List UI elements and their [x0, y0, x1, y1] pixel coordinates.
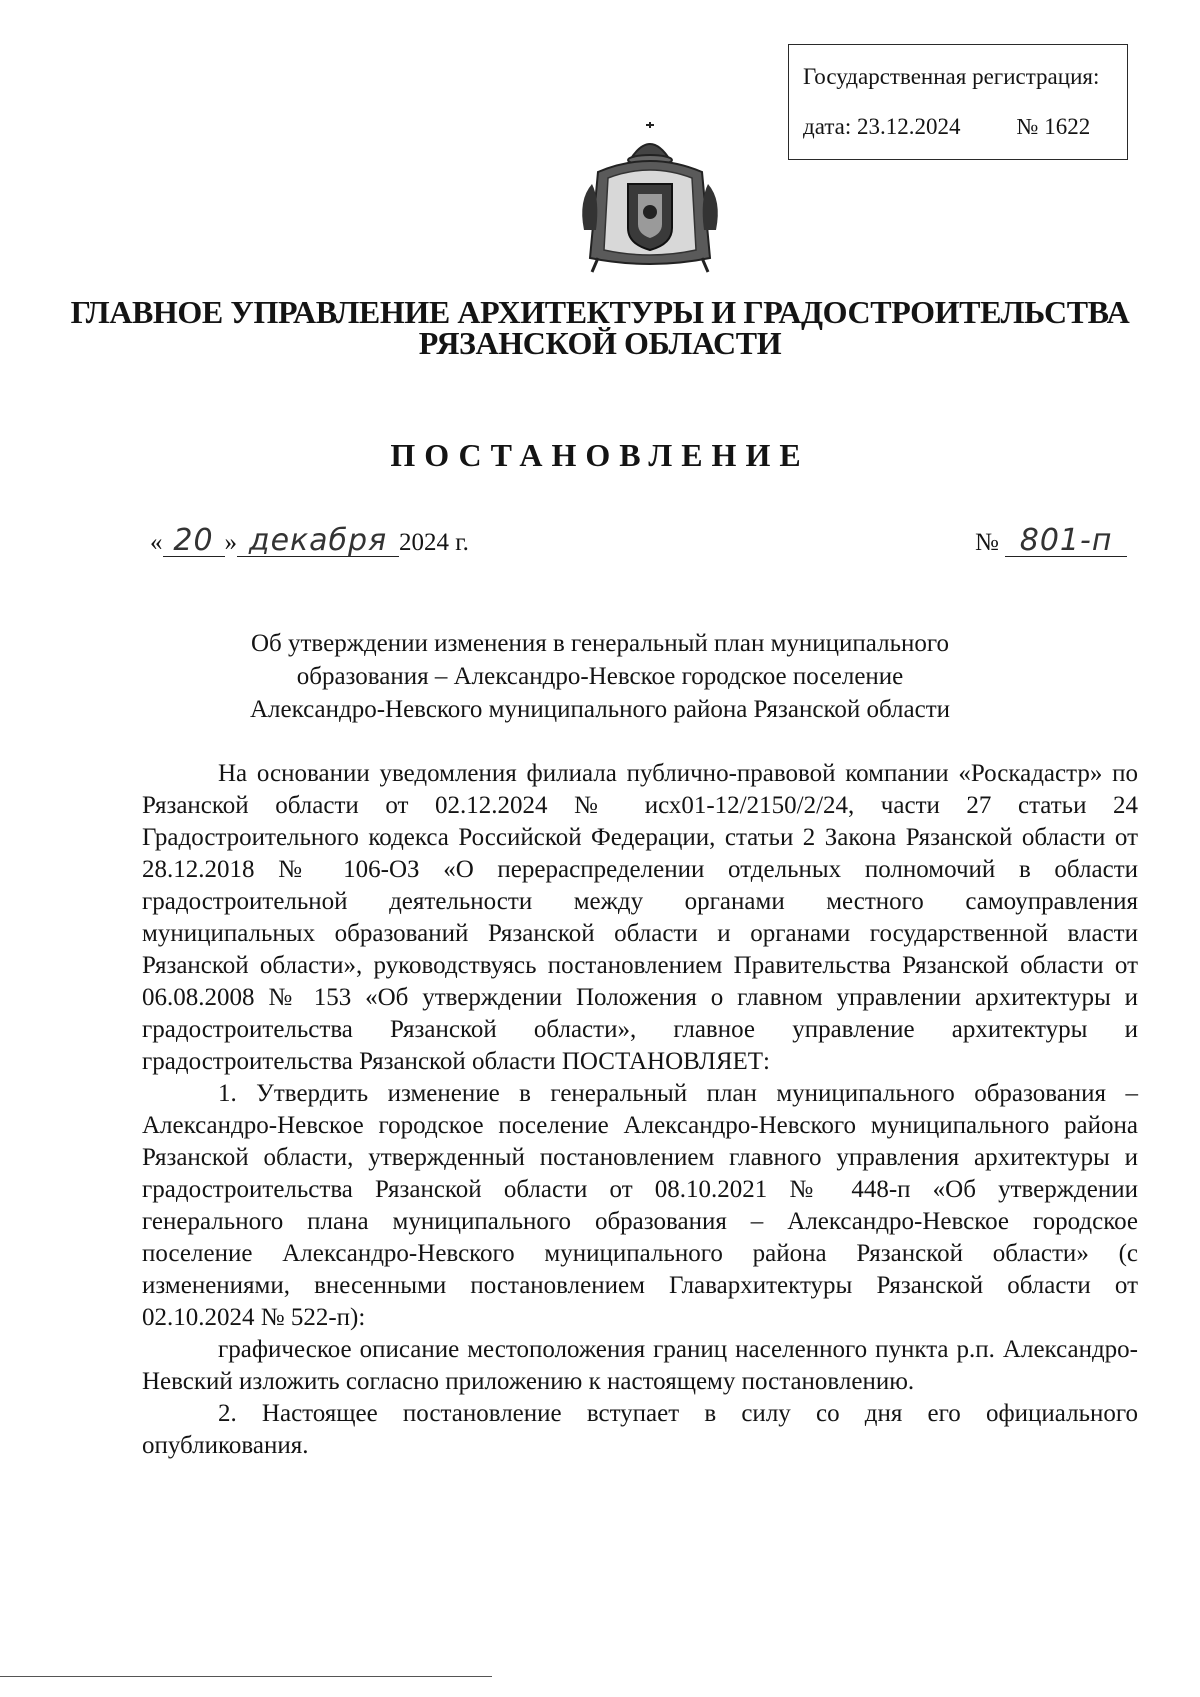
document-number-label: №: [975, 529, 999, 556]
document-number: [975, 523, 1127, 558]
document-number-handwritten: 801-п: [1005, 526, 1127, 557]
date-open-quote: «: [150, 529, 163, 556]
registration-stamp: [788, 44, 1128, 160]
page-bottom-rule: [0, 1676, 492, 1677]
organization-name-line1: ГЛАВНОЕ УПРАВЛЕНИЕ АРХИТЕКТУРЫ И ГРАДОСТРОИТЕЛЬСТВА: [70, 294, 1130, 330]
coat-of-arms-icon: [578, 120, 722, 278]
item-1-paragraph: 1. Утвердить изменение в генеральный план муниципального образования – Александро-Невское городское поселение Александро-Невского муниципального района Рязанской области, утвержденный постановлением главного управления архитектуры и градостроительства Рязанской области от 08.10.2021 № 448-п «Об утверждении генерального плана муниципального образования – Александро-Невское городское поселение Александро-Невского муниципального района Рязанской области» (с изменениями, внесенными постановлением Главархитектуры Рязанской области от 02.10.2024 № 522-п):: [142, 1080, 1138, 1331]
organization-name-line2: РЯЗАНСКОЙ ОБЛАСТИ: [418, 325, 782, 361]
date-day-handwritten: 20: [163, 526, 225, 557]
document-body: [142, 758, 1138, 1462]
subject-line-1: Об утверждении изменения в генеральный план муниципального: [250, 630, 950, 657]
date-month-handwritten: декабря: [237, 526, 399, 557]
item-1-detail-paragraph: графическое описание местоположения границ населенного пункта р.п. Александро-Невский изложить согласно приложению к настоящему постановлению.: [142, 1336, 1138, 1395]
date-year: 2024 г.: [399, 529, 469, 556]
date-close-quote: »: [224, 529, 237, 556]
document-subject: [200, 627, 1000, 726]
registration-number: № 1622: [1016, 113, 1091, 139]
item-2-paragraph: 2. Настоящее постановление вступает в силу со дня его официального опубликования.: [142, 1400, 1138, 1459]
registration-date: дата: 23.12.2024: [803, 113, 961, 139]
registration-row: [803, 113, 1127, 141]
registration-title: Государственная регистрация:: [803, 64, 1100, 89]
subject-line-2: образования – Александро-Невское городское поселение: [296, 663, 904, 690]
document-type-title: ПОСТАНОВЛЕНИЕ: [390, 437, 810, 473]
preamble-paragraph: На основании уведомления филиала публично-правовой компании «Роскадастр» по Рязанской области от 02.12.2024 № исх01-12/2150/2/24, части 27 статьи 24 Градостроительного кодекса Российской Федерации, статьи 2 Закона Рязанской области от 28.12.2018 № 106-ОЗ «О перераспределении отдельных полномочий в области градостроительной деятельности между органами местного самоуправления муниципальных образований Рязанской области и органами государственной власти Рязанской области», руководствуясь постановлением Правительства Рязанской области от 06.08.2008 № 153 «Об утверждении Положения о главном управлении архитектуры и градостроительства Рязанской области», главное управление архитектуры и градостроительства Рязанской области ПОСТАНОВЛЯЕТ:: [142, 760, 1138, 1075]
document-date: [150, 523, 469, 558]
subject-line-3: Александро-Невского муниципального района Рязанской области: [249, 696, 951, 723]
